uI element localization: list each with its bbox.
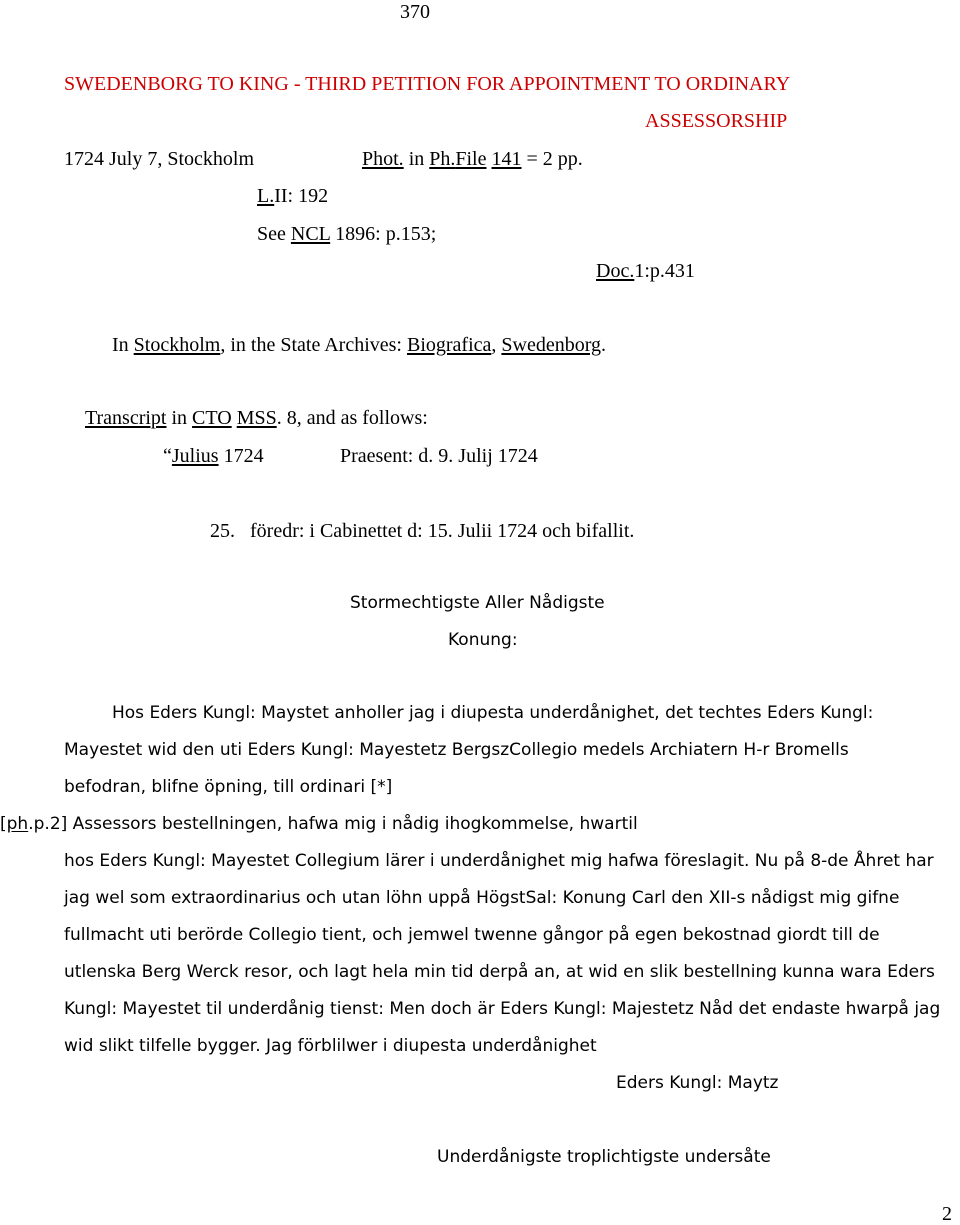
letter-line-7: fullmacht uti berörde Collegio tient, och jemwel twenne gångor på egen bekostnad giordt till de — [64, 925, 880, 945]
letter-line-9: Kungl: Mayestet til underdånig tienst: Men doch är Eders Kungl: Majestetz Nåd det endaste hwarpå jag — [64, 999, 941, 1019]
letter-line-2: Mayestet wid den uti Eders Kungl: Mayestetz BergszCollegio medels Archiatern H-r Bromells — [64, 740, 849, 760]
ph-link[interactable]: Ph. — [429, 148, 456, 170]
doc-reference: Doc.1:p.431 — [596, 260, 695, 282]
ncl-link[interactable]: NCL — [290, 223, 331, 245]
ncl-reference: See NCL 1896: p.153; — [257, 223, 437, 245]
salutation-line1: Stormechtigste Aller Nådigste — [350, 593, 605, 613]
letter-line-5: hos Eders Kungl: Mayestet Collegium lärer i underdånighet mig hafwa föreslagit. Nu på 8-de Åhret har — [64, 851, 934, 871]
document-title-line1: SWEDENBORG TO KING - THIRD PETITION FOR APPOINTMENT TO ORDINARY — [64, 73, 791, 95]
swedenborg-link[interactable]: Swedenborg — [501, 334, 602, 356]
salutation-line2: Konung: — [448, 630, 518, 650]
ph-page-link[interactable]: ph — [6, 814, 29, 834]
page-number-top: 370 — [400, 1, 430, 23]
page-number-bottom: 2 — [942, 1203, 952, 1225]
transcript-link[interactable]: Transcript — [85, 407, 167, 429]
archives-line: In Stockholm, in the State Archives: Biografica, Swedenborg. — [112, 334, 607, 356]
stockholm-link[interactable]: Stockholm — [133, 334, 221, 356]
letter-line-1: Hos Eders Kungl: Maystet anholler jag i diupesta underdånighet, det techtes Eders Kungl: — [112, 703, 874, 723]
document-title-line2: ASSESSORSHIP — [645, 110, 788, 132]
file-number-link[interactable]: 141 — [491, 148, 522, 170]
letter-line-3: befodran, blifne öpning, till ordinari [*] — [64, 777, 393, 797]
l-reference: L.II: 192 — [257, 185, 329, 207]
letter-line-10: wid slikt tilfelle bygger. Jag förblilwer i diupesta underdånighet — [64, 1036, 597, 1056]
doc-link[interactable]: Doc. — [596, 260, 635, 282]
date-place: 1724 July 7, Stockholm — [64, 148, 255, 170]
foredr-line: 25. föredr: i Cabinettet d: 15. Julii 1724 och bifallit. — [210, 520, 635, 542]
letter-line-8: utlenska Berg Werck resor, och lagt hela min tid derpå an, at wid en slik bestellning kunna wara Eders — [64, 962, 935, 982]
closing-line: Eders Kungl: Maytz — [616, 1073, 779, 1093]
julius-line: “Julius 1724 — [163, 445, 264, 467]
file-link[interactable]: File — [455, 148, 487, 170]
photo-reference: Phot. in Ph.File 141 = 2 pp. — [362, 148, 583, 170]
biografica-link[interactable]: Biografica — [406, 334, 492, 356]
l-link[interactable]: L. — [257, 185, 275, 207]
mss-link[interactable]: MSS — [236, 407, 277, 429]
cto-link[interactable]: CTO — [192, 407, 232, 429]
signature-line: Underdånigste troplichtigste undersåte — [437, 1147, 771, 1167]
julius-link[interactable]: Julius — [171, 445, 219, 467]
phot-link[interactable]: Phot. — [362, 148, 404, 170]
transcript-line: Transcript in CTO MSS. 8, and as follows: — [85, 407, 428, 429]
letter-line-6: jag wel som extraordinarius och utan löhn uppå HögstSal: Konung Carl den XII-s nådigst mig gifne — [64, 888, 900, 908]
letter-line-4: [ph.p.2] Assessors bestellningen, hafwa mig i nådig ihogkommelse, hwartil — [0, 814, 638, 834]
praesent-line: Praesent: d. 9. Julij 1724 — [340, 445, 538, 467]
